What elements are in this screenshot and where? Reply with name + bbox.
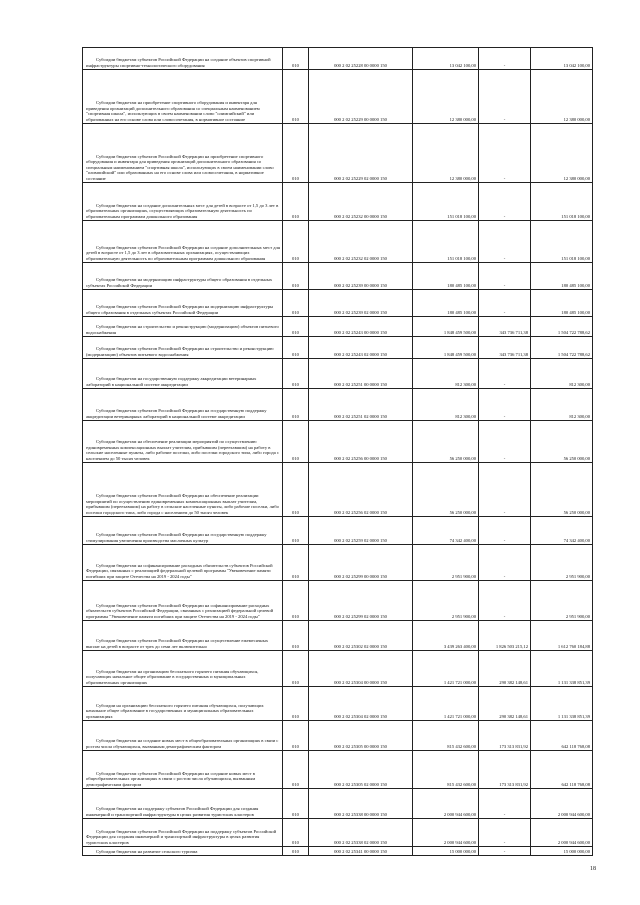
row-kbk: 000 2 02 25251 00 0000 150 bbox=[309, 359, 413, 389]
row-plan: 56 250 000,00 bbox=[413, 463, 479, 517]
row-name-text: Субсидии бюджетам субъектов Российской Федерации на софинансирование расходных обязательств субъектов Российской Федерации, связанных с реализацией федеральной целевой программы "Увековечение памяти погибших при защите Отечества на 2019 - 2024 годы" bbox=[86, 602, 274, 619]
row-name bbox=[83, 751, 283, 789]
row-plan: 13 042 100,00 bbox=[413, 48, 479, 70]
row-rest: 56 250 000,00 bbox=[531, 463, 593, 517]
row-exec: 290 382 148,61 bbox=[479, 687, 531, 721]
row-name bbox=[83, 421, 283, 463]
row-name-text: Субсидии бюджетам субъектов Российской Федерации на осуществление ежемесячных выплат на детей в возрасте от трех до семи лет включительно bbox=[86, 638, 268, 649]
row-exec: - bbox=[479, 847, 531, 856]
budget-table bbox=[82, 47, 593, 856]
table-row bbox=[83, 317, 593, 337]
row-code: 010 bbox=[283, 517, 309, 545]
row-kbk: 000 2 02 25232 00 0000 150 bbox=[309, 183, 413, 221]
row-code: 010 bbox=[283, 581, 309, 621]
row-code: 010 bbox=[283, 847, 309, 856]
row-code: 010 bbox=[283, 789, 309, 819]
row-kbk: 000 2 02 25243 00 0000 150 bbox=[309, 317, 413, 337]
row-kbk: 000 2 02 25302 02 0000 150 bbox=[309, 621, 413, 651]
row-code: 010 bbox=[283, 290, 309, 317]
row-rest: 2 000 944 600,00 bbox=[531, 819, 593, 847]
row-plan: 74 342 400,00 bbox=[413, 517, 479, 545]
row-exec: - bbox=[479, 581, 531, 621]
row-name bbox=[83, 621, 283, 651]
row-rest: 1 131 338 851,39 bbox=[531, 687, 593, 721]
row-kbk: 000 2 02 25229 02 0000 150 bbox=[309, 124, 413, 183]
row-code: 010 bbox=[283, 545, 309, 581]
row-code: 010 bbox=[283, 263, 309, 290]
row-exec: - bbox=[479, 421, 531, 463]
row-code: 010 bbox=[283, 183, 309, 221]
page-number: 18 bbox=[590, 866, 596, 872]
row-name-text: Субсидии бюджетам на государственную поддержку аккредитации ветеринарных лабораторий в национальной системе аккредитации bbox=[86, 376, 257, 387]
row-plan: 3 439 263 400,00 bbox=[413, 621, 479, 651]
row-plan: 151 018 100,00 bbox=[413, 183, 479, 221]
row-name bbox=[83, 517, 283, 545]
row-rest: 151 018 100,00 bbox=[531, 183, 593, 221]
row-code: 010 bbox=[283, 221, 309, 263]
row-code: 010 bbox=[283, 621, 309, 651]
row-code: 010 bbox=[283, 421, 309, 463]
row-name-text: Субсидии бюджетам на создание новых мест в общеобразовательных организациях в связи с ростом числа обучающихся, вызванным демографическим фактором bbox=[86, 738, 279, 749]
row-rest: 812 300,00 bbox=[531, 389, 593, 421]
row-code: 010 bbox=[283, 389, 309, 421]
row-exec: 343 736 711,38 bbox=[479, 317, 531, 337]
row-code: 010 bbox=[283, 819, 309, 847]
row-plan: 151 018 100,00 bbox=[413, 221, 479, 263]
table-row bbox=[83, 751, 593, 789]
row-code: 010 bbox=[283, 70, 309, 124]
row-rest: 74 342 400,00 bbox=[531, 517, 593, 545]
row-rest: 12 380 000,00 bbox=[531, 124, 593, 183]
row-plan: 815 432 600,00 bbox=[413, 751, 479, 789]
row-exec: - bbox=[479, 819, 531, 847]
row-name-text: Субсидии на организацию бесплатного горячего питания обучающихся, получающих начальное общее образование в государственных и муниципальных образовательных организациях bbox=[86, 702, 264, 719]
row-exec: - bbox=[479, 263, 531, 290]
table-row bbox=[83, 581, 593, 621]
row-name bbox=[83, 847, 283, 856]
row-name bbox=[83, 463, 283, 517]
row-exec: - bbox=[479, 463, 531, 517]
row-name-text: Субсидии бюджетам на обеспечение реализации мероприятий по осуществлению единовременных компенсационных выплат учителям, прибывшим (переехавшим) на работу в сельские населенные пункты, либо рабочие поселки, либо поселки городского типа, либо города с населением до 50 тысяч человек bbox=[86, 439, 279, 461]
row-name bbox=[83, 183, 283, 221]
table-row bbox=[83, 263, 593, 290]
table-row bbox=[83, 48, 593, 70]
row-kbk: 000 2 02 25304 00 0000 150 bbox=[309, 651, 413, 687]
row-plan: 2 000 944 600,00 bbox=[413, 819, 479, 847]
table-row bbox=[83, 389, 593, 421]
row-rest: 1 612 760 184,88 bbox=[531, 621, 593, 651]
row-rest: 642 118 768,08 bbox=[531, 751, 593, 789]
row-name bbox=[83, 389, 283, 421]
row-plan: 1 421 721 000,00 bbox=[413, 687, 479, 721]
table-row bbox=[83, 337, 593, 359]
row-rest: 180 485 100,00 bbox=[531, 263, 593, 290]
row-name bbox=[83, 359, 283, 389]
table-row bbox=[83, 517, 593, 545]
row-name-text: Субсидии бюджетам субъектов Российской Федерации на создание дополнительных мест для детей в возрасте от 1,5 до 3 лет в образовательных организациях, осуществляющих образовательную деятельность по образовательным программам дошкольного образования bbox=[86, 244, 280, 261]
row-kbk: 000 2 02 25341 00 0000 150 bbox=[309, 847, 413, 856]
table-row bbox=[83, 463, 593, 517]
row-kbk: 000 2 02 25229 00 0000 150 bbox=[309, 70, 413, 124]
table-row bbox=[83, 545, 593, 581]
row-exec: 173 313 831,92 bbox=[479, 721, 531, 751]
row-name bbox=[83, 651, 283, 687]
row-exec: - bbox=[479, 359, 531, 389]
row-plan: 12 380 000,00 bbox=[413, 124, 479, 183]
row-name-text: Субсидии бюджетам на модернизацию инфраструктуры общего образования в отдельных субъектах Российской Федерации bbox=[86, 277, 272, 288]
row-plan: 15 000 000,00 bbox=[413, 847, 479, 856]
row-kbk: 000 2 02 25259 02 0000 150 bbox=[309, 517, 413, 545]
row-rest: 15 000 000,00 bbox=[531, 847, 593, 856]
table-row bbox=[83, 721, 593, 751]
row-rest: 151 018 100,00 bbox=[531, 221, 593, 263]
row-rest: 2 000 944 600,00 bbox=[531, 789, 593, 819]
table-row bbox=[83, 183, 593, 221]
row-exec: 290 382 148,61 bbox=[479, 651, 531, 687]
row-name bbox=[83, 721, 283, 751]
row-exec: - bbox=[479, 183, 531, 221]
row-exec: - bbox=[479, 545, 531, 581]
table-row bbox=[83, 819, 593, 847]
row-kbk: 000 2 02 25228 00 0000 150 bbox=[309, 48, 413, 70]
row-name bbox=[83, 48, 283, 70]
row-name bbox=[83, 819, 283, 847]
row-plan: 2 951 900,00 bbox=[413, 545, 479, 581]
row-name bbox=[83, 337, 283, 359]
row-plan: 1 848 459 500,00 bbox=[413, 337, 479, 359]
row-name-text: Субсидии бюджетам субъектов Российской Федерации на государственную поддержку стимулирования увеличения производства масличных культур bbox=[86, 532, 267, 543]
row-kbk: 000 2 02 25338 00 0000 150 bbox=[309, 789, 413, 819]
row-rest: 56 250 000,00 bbox=[531, 421, 593, 463]
row-kbk: 000 2 02 25305 00 0000 150 bbox=[309, 721, 413, 751]
row-name-text: Субсидии бюджетам субъектов Российской Федерации на модернизацию инфраструктуры общего образования в отдельных субъектах Российской Федерации bbox=[86, 304, 274, 315]
row-kbk: 000 2 02 25232 02 0000 150 bbox=[309, 221, 413, 263]
table-row bbox=[83, 847, 593, 856]
row-exec: - bbox=[479, 221, 531, 263]
row-name-text: Субсидии бюджетам субъектов Российской Федерации на обеспечение реализации мероприятий по осуществлению единовременных компенсационных выплат учителям, прибывшим (переехавшим) на работу в сельские населенные пункты, либо рабочие поселки, либо поселки городского типа, либо города с населением до 50 тысяч человек bbox=[86, 493, 279, 515]
row-code: 010 bbox=[283, 687, 309, 721]
row-kbk: 000 2 02 25299 02 0000 150 bbox=[309, 581, 413, 621]
row-plan: 180 485 100,00 bbox=[413, 263, 479, 290]
row-plan: 56 250 000,00 bbox=[413, 421, 479, 463]
row-plan: 1 421 721 000,00 bbox=[413, 651, 479, 687]
row-code: 010 bbox=[283, 463, 309, 517]
row-code: 010 bbox=[283, 751, 309, 789]
row-exec: 343 736 711,38 bbox=[479, 337, 531, 359]
row-kbk: 000 2 02 25338 02 0000 150 bbox=[309, 819, 413, 847]
row-name-text: Субсидии бюджетам на приобретение спортивного оборудования и инвентаря для приведения организаций дополнительного образования со специальным наименованием "спортивная школа", использующих в своем наименовании слово "олимпийский" или образованных на его основе слова или словосочетания, в нормативное состояние bbox=[86, 100, 260, 122]
row-name bbox=[83, 545, 283, 581]
row-plan: 2 951 900,00 bbox=[413, 581, 479, 621]
row-rest: 1 504 722 788,62 bbox=[531, 337, 593, 359]
table-row bbox=[83, 621, 593, 651]
table-body bbox=[83, 48, 593, 856]
table-row bbox=[83, 789, 593, 819]
row-name-text: Субсидии бюджетам на строительство и реконструкцию (модернизацию) объектов питьевого водоснабжения bbox=[86, 324, 279, 335]
row-kbk: 000 2 02 25256 00 0000 150 bbox=[309, 421, 413, 463]
row-name-text: Субсидии бюджетам на софинансирование расходных обязательств субъектов Российской Федерации, связанных с реализацией федеральной целевой программы "Увековечение памяти погибших при защите Отечества на 2019 - 2024 годы" bbox=[86, 562, 273, 579]
row-rest: 13 042 100,00 bbox=[531, 48, 593, 70]
row-name-text: Субсидии бюджетам субъектов Российской Федерации на государственную поддержку аккредитации ветеринарных лабораторий в национальной системе аккредитации bbox=[86, 408, 267, 419]
row-exec: 1 826 503 215,12 bbox=[479, 621, 531, 651]
row-kbk: 000 2 02 25304 02 0000 150 bbox=[309, 687, 413, 721]
row-name bbox=[83, 317, 283, 337]
row-plan: 180 485 100,00 bbox=[413, 290, 479, 317]
row-exec: - bbox=[479, 517, 531, 545]
row-code: 010 bbox=[283, 337, 309, 359]
row-name bbox=[83, 687, 283, 721]
row-exec: - bbox=[479, 70, 531, 124]
row-name-text: Субсидии бюджетам на создание дополнительных мест для детей в возрасте от 1,5 до 3 лет в образовательных организациях, осуществляющих образовательную деятельность по образовательным программам дошкольного образования bbox=[86, 202, 279, 219]
row-kbk: 000 2 02 25239 00 0000 150 bbox=[309, 263, 413, 290]
budget-table-sheet bbox=[82, 47, 592, 856]
row-rest: 2 951 900,00 bbox=[531, 545, 593, 581]
table-row bbox=[83, 651, 593, 687]
row-kbk: 000 2 02 25299 00 0000 150 bbox=[309, 545, 413, 581]
table-row bbox=[83, 124, 593, 183]
row-name-text: Субсидии бюджетам субъектов Российской Федерации на создание новых мест в общеобразовательных организациях в связи с ростом числа обучающихся, вызванным демографическим фактором bbox=[86, 770, 256, 787]
row-code: 010 bbox=[283, 721, 309, 751]
table-row bbox=[83, 421, 593, 463]
row-name bbox=[83, 70, 283, 124]
row-plan: 812 300,00 bbox=[413, 389, 479, 421]
row-name-text: Субсидии бюджетам на поддержку субъектов Российской Федерации для создания инженерной и транспортной инфраструктуры в целях развития туристских кластеров bbox=[86, 806, 259, 817]
table-row bbox=[83, 70, 593, 124]
row-exec: 173 313 831,92 bbox=[479, 751, 531, 789]
row-code: 010 bbox=[283, 359, 309, 389]
row-name-text: Субсидии бюджетам субъектов Российской Федерации на поддержку субъектов Российской Федерации для создания инженерной и транспортной инфраструктуры в целях развития туристских кластеров bbox=[86, 828, 277, 845]
row-name bbox=[83, 263, 283, 290]
row-rest: 812 300,00 bbox=[531, 359, 593, 389]
row-kbk: 000 2 02 25305 02 0000 150 bbox=[309, 751, 413, 789]
row-plan: 815 432 600,00 bbox=[413, 721, 479, 751]
row-name bbox=[83, 581, 283, 621]
row-kbk: 000 2 02 25243 02 0000 150 bbox=[309, 337, 413, 359]
row-rest: 2 951 900,00 bbox=[531, 581, 593, 621]
row-exec: - bbox=[479, 290, 531, 317]
table-row bbox=[83, 221, 593, 263]
row-rest: 1 504 722 788,62 bbox=[531, 317, 593, 337]
row-kbk: 000 2 02 25239 02 0000 150 bbox=[309, 290, 413, 317]
row-name-text: Субсидии бюджетам субъектов Российской Федерации на строительство и реконструкцию (модернизацию) объектов питьевого водоснабжения bbox=[86, 346, 274, 357]
row-exec: - bbox=[479, 789, 531, 819]
row-name bbox=[83, 290, 283, 317]
row-plan: 2 000 944 600,00 bbox=[413, 789, 479, 819]
row-exec: - bbox=[479, 389, 531, 421]
table-row bbox=[83, 687, 593, 721]
row-name-text: Субсидии бюджетам на развитие сельского туризма bbox=[96, 848, 198, 854]
row-exec: - bbox=[479, 124, 531, 183]
row-code: 010 bbox=[283, 48, 309, 70]
row-name-text: Субсидии бюджетам субъектов Российской Федерации на создание объектов спортивной инфраструктуры спортивно-технологического оборудования bbox=[86, 57, 271, 68]
row-name bbox=[83, 789, 283, 819]
row-name bbox=[83, 221, 283, 263]
row-plan: 1 848 459 500,00 bbox=[413, 317, 479, 337]
row-kbk: 000 2 02 25251 02 0000 150 bbox=[309, 389, 413, 421]
row-rest: 642 118 768,08 bbox=[531, 721, 593, 751]
row-kbk: 000 2 02 25256 02 0000 150 bbox=[309, 463, 413, 517]
table-row bbox=[83, 290, 593, 317]
row-name-text: Субсидии бюджетам на организацию бесплатного горячего питания обучающихся, получающих начальное общее образование в государственных и муниципальных образовательных организациях bbox=[86, 668, 259, 685]
row-name-text: Субсидии бюджетам субъектов Российской Федерации на приобретение спортивного оборудования и инвентаря для приведения организаций дополнительного образования со специальным наименованием "спортивная школа", использующих в своем наименовании слово "олимпийский" или образованных на его основе слова или словосочетания, в нормативное состояние bbox=[86, 153, 274, 181]
row-rest: 180 485 100,00 bbox=[531, 290, 593, 317]
row-name bbox=[83, 124, 283, 183]
row-code: 010 bbox=[283, 317, 309, 337]
row-code: 010 bbox=[283, 124, 309, 183]
table-row bbox=[83, 359, 593, 389]
row-exec: - bbox=[479, 48, 531, 70]
row-rest: 12 380 000,00 bbox=[531, 70, 593, 124]
row-rest: 1 131 338 851,39 bbox=[531, 651, 593, 687]
row-plan: 12 380 000,00 bbox=[413, 70, 479, 124]
row-code: 010 bbox=[283, 651, 309, 687]
row-plan: 812 300,00 bbox=[413, 359, 479, 389]
